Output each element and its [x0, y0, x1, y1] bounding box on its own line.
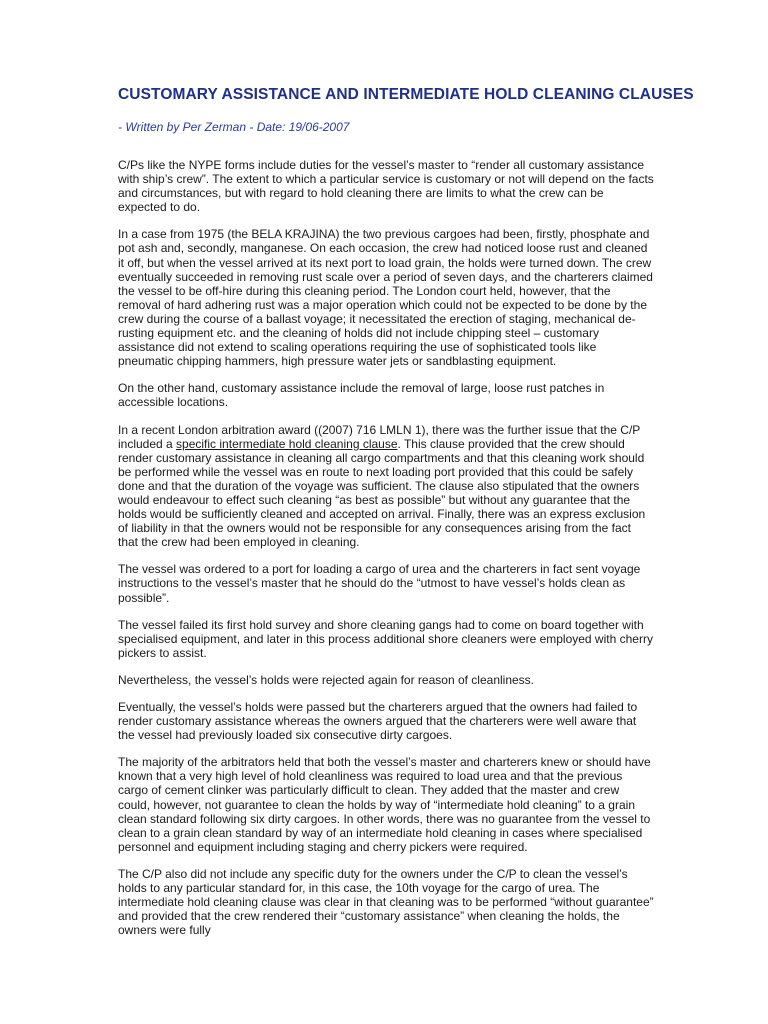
paragraph: The majority of the arbitrators held that both the vessel’s master and charterers knew or should have known that a very high level of hold cleanliness was required to load urea and that the previous cargo of cement clinker was particularly difficult to clean. They added that the master and crew could, however, not guarantee to clean the holds by way of “intermediate hold cleaning” to a grain clean standard following six dirty cargoes. In other words, there was no guarantee from the vessel to clean to a grain clean standard by way of an intermediate hold cleaning in cases where specialised personnel and equipment including staging and cherry pickers were required.	[118, 755, 651, 854]
paragraph-text: In a recent London arbitration award ((2007) 716 LMLN 1), there was the further issue that the C/P included a	[118, 422, 641, 451]
paragraph: In a case from 1975 (the BELA KRAJINA) the two previous cargoes had been, firstly, phosphate and pot ash and, secondly, manganese. On each occasion, the crew had noticed loose rust and cleaned it off, but when the vessel arrived at its next port to load grain, the holds were turned down. The crew eventually succeeded in removing rust scale over a period of seven days, and the charterers claimed the vessel to be off-hire during this cleaning period. The London court held, however, that the removal of hard adhering rust was a major operation which could not be expected to be done by the crew during the course of a ballast voyage; it necessitated the erection of staging, mechanical de-rusting equipment etc. and the cleaning of holds did not include chipping steel – customary assistance did not extend to scaling operations requiring the use of sophisticated tools like pneumatic chipping hammers, high pressure water jets or sandblasting equipment.	[118, 227, 653, 369]
paragraph: The C/P also did not include any specific duty for the owners under the C/P to clean the vessel’s holds to any particular standard for, in this case, the 10th voyage for the cargo of urea. The intermediate hold cleaning clause was clear in that cleaning was to be performed “without guarantee” and provided that the crew rendered their “customary assistance” when cleaning the holds, the owners were fully	[118, 866, 654, 938]
clause-link[interactable]: specific intermediate hold cleaning clause	[176, 436, 398, 451]
paragraph: C/Ps like the NYPE forms include duties for the vessel’s master to “render all customary assistance with ship’s crew”. The extent to which a particular service is customary or not will depend on the facts and circumstances, but with regard to hold cleaning there are limits to what the crew can be expected to do.	[118, 158, 654, 215]
paragraph: The vessel was ordered to a port for loading a cargo of urea and the charterers in fact sent voyage instructions to the vessel’s master that he should do the “utmost to have vessel’s holds clean as possible”.	[118, 562, 641, 605]
byline: - Written by Per Zerman - Date: 19/06-2007	[118, 120, 350, 134]
paragraph: Nevertheless, the vessel’s holds were rejected again for reason of cleanliness.	[118, 672, 535, 687]
paragraph: On the other hand, customary assistance include the removal of large, loose rust patches in accessible locations.	[118, 381, 605, 410]
document-title: CUSTOMARY ASSISTANCE AND INTERMEDIATE HOLD CLEANING CLAUSES	[118, 86, 694, 103]
paragraph	[118, 423, 654, 550]
paragraph: The vessel failed its first hold survey and shore cleaning gangs had to come on board together with specialised equipment, and later in this process additional shore cleaners were employed with cherry pickers to assist.	[118, 617, 653, 660]
paragraph-text: . This clause provided that the crew should render customary assistance in cleaning all cargo compartments and that this cleaning work should be performed while the vessel was en route to next loading port provided that this could be safely done and that the duration of the voyage was sufficient. The clause also stipulated that the owners would endeavour to effect such cleaning “as best as possible” but without any guarantee that the holds would be sufficiently cleaned and accepted on arrival. Finally, there was an express exclusion of liability in that the owners would not be responsible for any consequences arising from the fact that the crew had been employed in cleaning.	[118, 436, 646, 550]
paragraph: Eventually, the vessel’s holds were passed but the charterers argued that the owners had failed to render customary assistance whereas the owners argued that the charterers were well aware that the vessel had previously loaded six consecutive dirty cargoes.	[118, 700, 638, 743]
article-body	[118, 158, 654, 950]
